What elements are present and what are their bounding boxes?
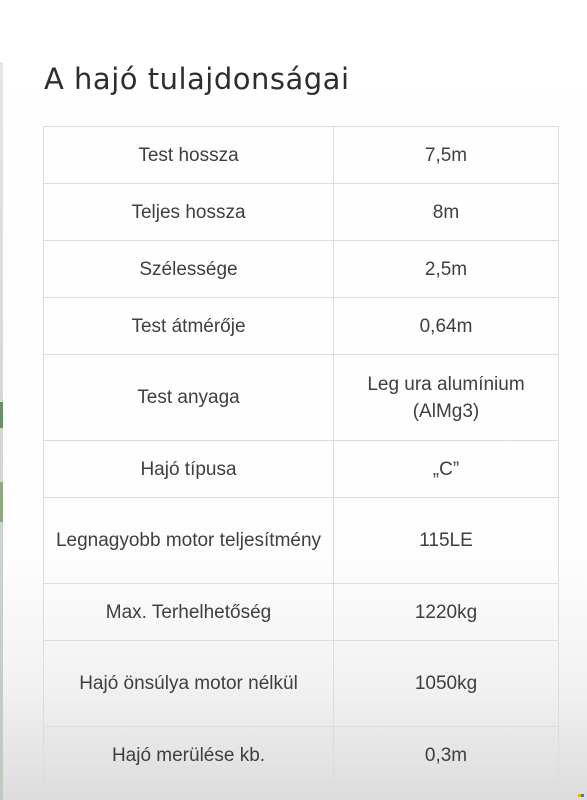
property-label: Hajó önsúlya motor nélkül	[44, 641, 334, 727]
property-label: Legnagyobb motor teljesítmény	[44, 498, 334, 584]
table-row	[44, 184, 559, 241]
table-row	[44, 441, 559, 498]
property-label: Test átmérője	[44, 298, 334, 355]
edge-mark	[0, 402, 3, 428]
property-label: Max. Terhelhetőség	[44, 584, 334, 641]
property-value: 1050kg	[334, 641, 559, 727]
table-row	[44, 727, 559, 784]
property-value: 1220kg	[334, 584, 559, 641]
property-value: 8m	[334, 184, 559, 241]
corner-indicator	[578, 794, 584, 797]
page-title: A hajó tulajdonságai	[44, 62, 350, 96]
property-label: Test hossza	[44, 127, 334, 184]
property-value: 115LE	[334, 498, 559, 584]
property-label: Hajó merülése kb.	[44, 727, 334, 784]
property-label: Teljes hossza	[44, 184, 334, 241]
property-value: 2,5m	[334, 241, 559, 298]
property-value: Leg ura alumínium (AlMg3)	[334, 355, 559, 441]
property-label: Szélessége	[44, 241, 334, 298]
property-value: 0,64m	[334, 298, 559, 355]
property-label: Test anyaga	[44, 355, 334, 441]
table-row	[44, 584, 559, 641]
properties-table	[43, 126, 559, 784]
edge-mark	[0, 482, 3, 522]
property-label: Hajó típusa	[44, 441, 334, 498]
table-row	[44, 498, 559, 584]
table-row	[44, 241, 559, 298]
property-value: 7,5m	[334, 127, 559, 184]
table-row	[44, 298, 559, 355]
table-row	[44, 641, 559, 727]
table-row	[44, 355, 559, 441]
property-value: 0,3m	[334, 727, 559, 784]
property-value: „C”	[334, 441, 559, 498]
table-row	[44, 127, 559, 184]
left-edge-strip	[0, 62, 3, 800]
